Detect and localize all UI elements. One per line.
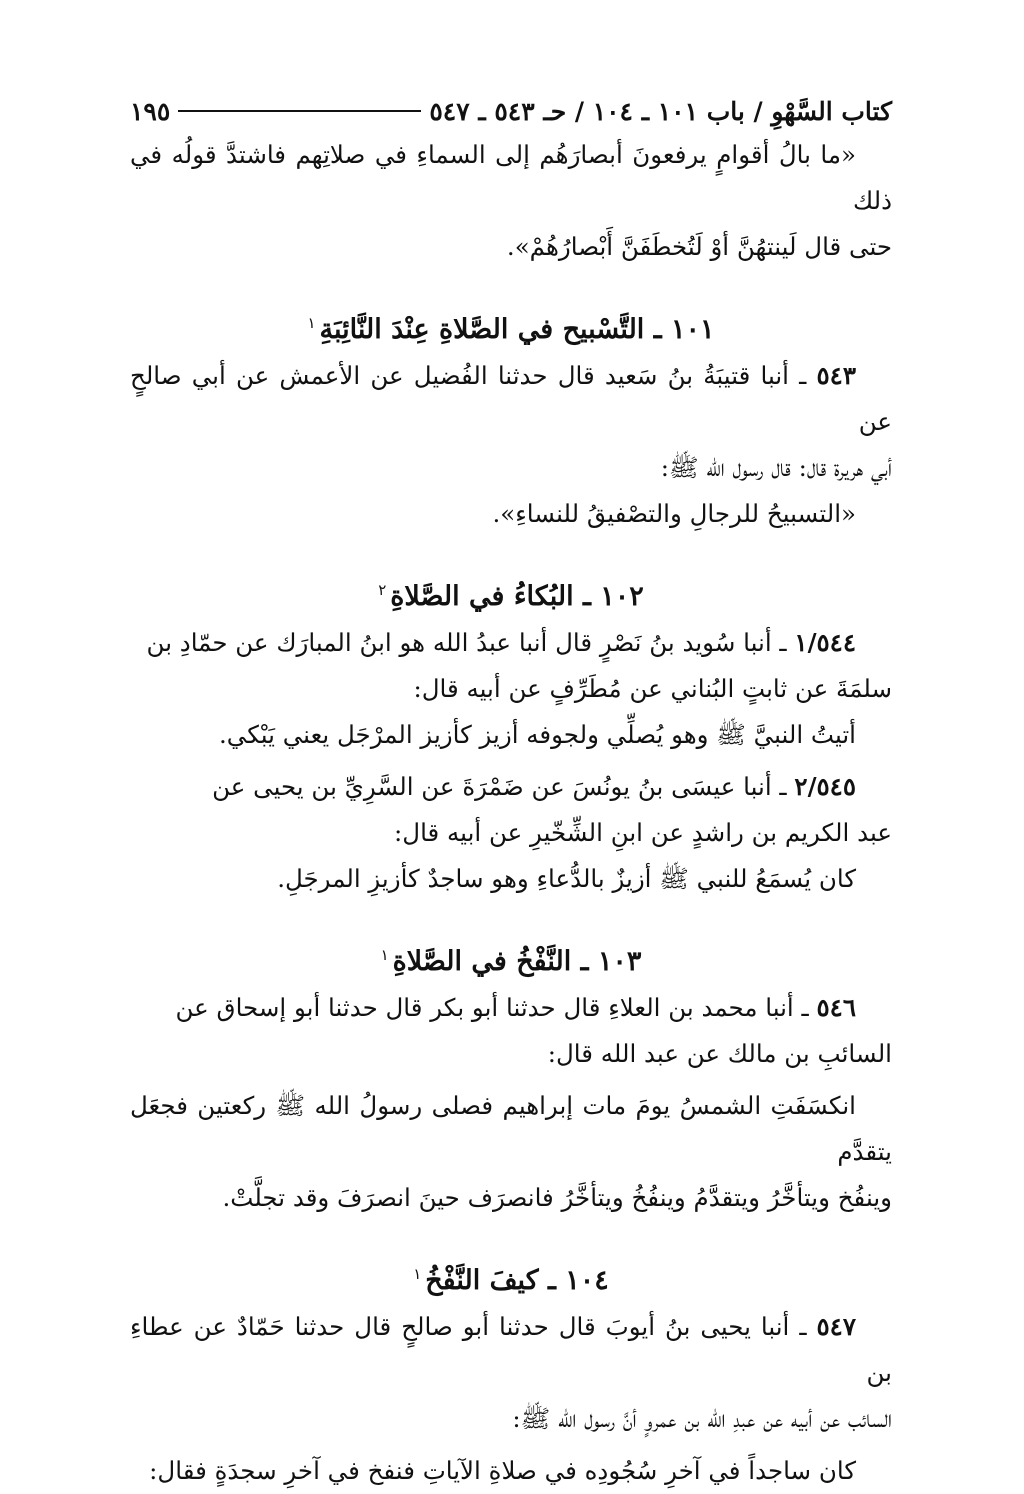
footnote-marker: ١ <box>380 946 389 964</box>
header-title: كتاب السَّهْوِ / باب ١٠١ ـ ١٠٤ / حـ ٥٤٣ ـ ٥٤٧ <box>429 97 892 126</box>
hadith-547-line-1 <box>130 1304 892 1396</box>
hadith-544-line-1 <box>130 620 892 666</box>
footnote-marker: ١ <box>413 1265 422 1283</box>
hadith-text: ـ أنبا محمد بن العلاءِ قال حدثنا أبو بكر قال حدثنا أبو إسحاق عن <box>175 993 809 1022</box>
page-body <box>130 92 892 1494</box>
hadith-546-line-1 <box>130 985 892 1031</box>
page-number: ١٩٥ <box>130 97 171 126</box>
section-heading-104 <box>130 1251 892 1304</box>
hadith-545-line-2: عبد الكريم بن راشدٍ عن ابنِ الشِّخّيرِ عن أبيه قال: <box>394 818 892 847</box>
section-gap <box>130 270 892 300</box>
section-gap <box>130 1221 892 1251</box>
hadith-543-quote: «التسبيحُ للرجالِ والتصْفيقُ للنساءِ». <box>492 499 856 528</box>
hadith-text: ـ أنبا عيسَى بنُ يونُسَ عن ضَمْرَةَ عن السَّرِيِّ بن يحيى عن <box>212 772 787 801</box>
header-rule <box>178 110 421 112</box>
section-heading-101 <box>130 300 892 353</box>
running-header <box>130 92 892 132</box>
section-heading-102-text: ١٠٢ ـ البُكاءُ في الصَّلاةِ <box>390 581 644 612</box>
section-heading-101-text: ١٠١ ـ التَّسْبيح في الصَّلاةِ عِنْدَ النَّائِبَةِ <box>319 314 715 345</box>
hadith-number: ٥٤٦ <box>816 993 856 1022</box>
section-heading-103 <box>130 932 892 985</box>
hadith-544-line-2: سلمَةَ عن ثابتٍ البُناني عن مُطَرِّفٍ عن أبيه قال: <box>413 674 892 703</box>
section-gap <box>130 902 892 932</box>
hadith-545-line-1 <box>130 764 892 810</box>
hadith-number: ٥٤٧ <box>816 1312 856 1341</box>
hadith-547-line-2: السائب عن أبيه عن عبدِ الله بن عمروٍ أنَّ رسول الله ﷺ: <box>512 1404 892 1433</box>
hadith-547-quote: كان ساجداً في آخرِ سُجُودِه في صلاةِ الآياتِ فنفخ في آخرِ سجدَةٍ فقال: <box>149 1456 856 1485</box>
hadith-545-quote: كان يُسمَعُ للنبي ﷺ أزيزٌ بالدُّعاءِ وهو ساجدٌ كأزيزِ المرجَلِ. <box>277 864 856 893</box>
section-heading-103-text: ١٠٣ ـ النَّفْخُ في الصَّلاةِ <box>392 946 642 977</box>
hadith-number: ٥٤٣ <box>816 361 856 390</box>
footnote-marker: ١ <box>307 314 316 332</box>
section-heading-102 <box>130 567 892 620</box>
hadith-number: ٢/٥٤٥ <box>794 772 856 801</box>
hadith-546-quote-1: انكسَفَتِ الشمسُ يومَ مات إبراهيم فصلى رسولُ الله ﷺ ركعتين فجعَل يتقدَّم <box>130 1091 892 1166</box>
hadith-543-line-2: أبي هريرة قال: قال رسول الله ﷺ: <box>660 453 892 482</box>
hadith-544-quote: أتيتُ النبيَّ ﷺ وهو يُصلِّي ولجوفه أزيز كأزيز المرْجَل يعني يَبْكي. <box>219 720 856 749</box>
section-heading-104-text: ١٠٤ ـ كيفَ النَّفْخُ <box>425 1265 609 1296</box>
hadith-number: ١/٥٤٤ <box>794 628 856 657</box>
hadith-text: ـ أنبا يحيى بنُ أيوبَ قال حدثنا أبو صالحٍ قال حدثنا حَمّادٌ عن عطاءِ بن <box>130 1312 892 1387</box>
hadith-546-line-2: السائبِ بن مالك عن عبد الله قال: <box>547 1039 892 1068</box>
section-gap <box>130 537 892 567</box>
hadith-543-line-1 <box>130 353 892 445</box>
hadith-546-quote-2: وينفُخ ويتأخَّرُ ويتقدَّمُ وينفُخُ ويتأخَّرُ فانصرَف حينَ انصرَفَ وقد تجلَّتْ. <box>222 1183 892 1212</box>
intro-line-1: «ما بالُ أقوامٍ يرفعونَ أبصارَهُم إلى السماءِ في صلاتِهم فاشتدَّ قولُه في ذلك <box>130 140 892 215</box>
intro-line-2: حتى قال لَينتهُنَّ أوْ لَتُخطَفَنَّ أَبْصارُهُمْ». <box>506 232 892 261</box>
hadith-text: ـ أنبا سُويد بنُ نَصْرٍ قال أنبا عبدُ الله هو ابنُ المبارَك عن حمّادِ بن <box>146 628 787 657</box>
footnote-marker: ٢ <box>378 581 387 599</box>
hadith-text: ـ أنبا قتيبَةُ بنُ سَعيد قال حدثنا الفُضيل عن الأعمش عن أبي صالحٍ عن <box>130 361 892 436</box>
